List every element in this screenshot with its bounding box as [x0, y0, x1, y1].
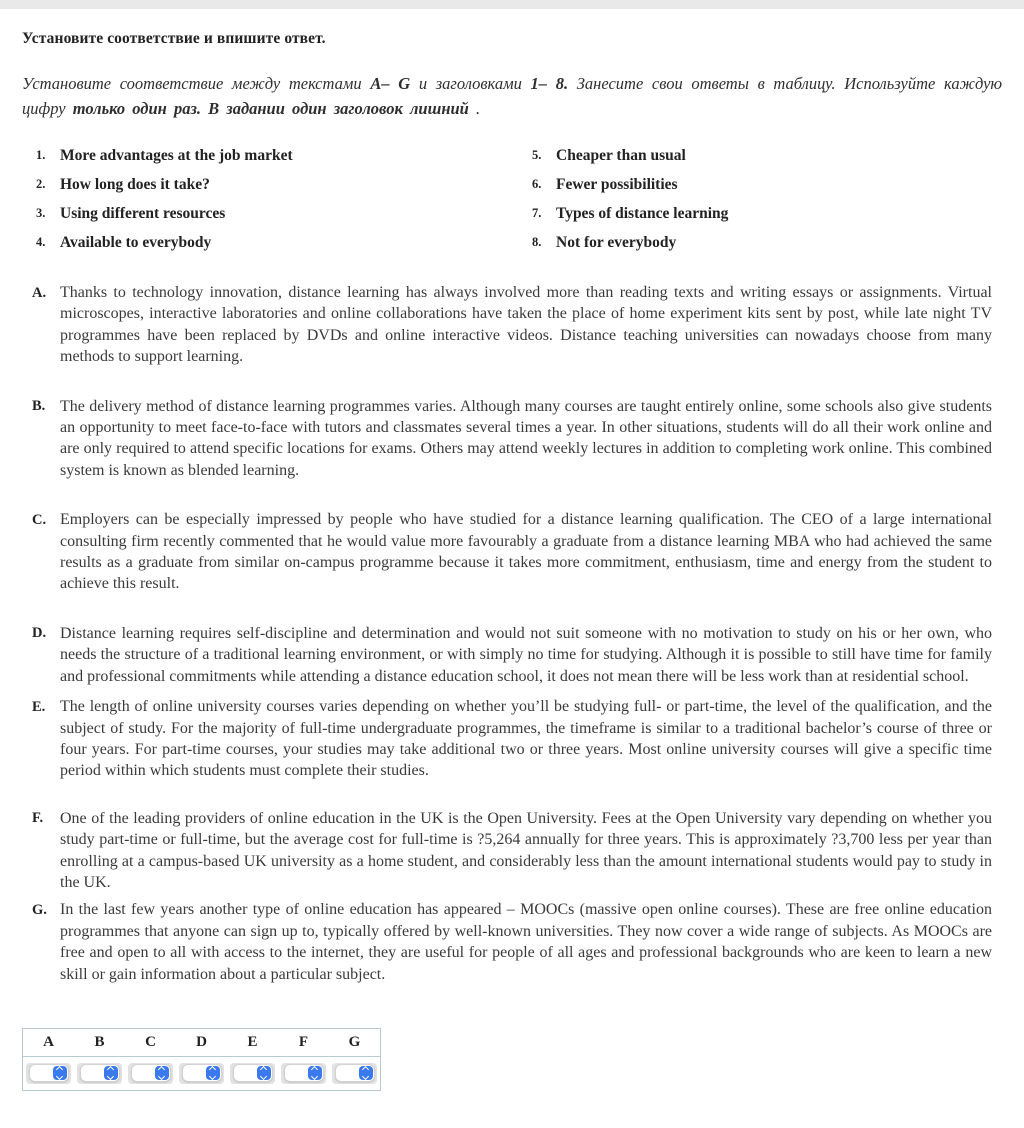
heading-number: 1. [36, 148, 46, 162]
paragraph-label: D. [32, 625, 47, 642]
paragraph-label: G. [32, 901, 47, 918]
answer-column-e: E [247, 1033, 258, 1050]
answer-select-g[interactable] [332, 1063, 377, 1084]
paragraph-text: Thanks to technology innovation, distance learning has always involved more than reading texts and writing essays or assignments. Virtual microscopes, interactive laboratories and online collaborations have taken the place of home experiment kits sent by post, while late night TV programmes have been replaced by DVDs and online interactive videos. Distance teaching universities can nowadays choose from many methods to support learning. [60, 284, 992, 366]
heading-number: 6. [532, 177, 542, 191]
paragraph-text: The length of online university courses varies depending on whether you’ll be studying full- or part-time, the level of the qualification, and the subject of study. For the majority of full-time undergraduate programmes, the timeframe is similar to a traditional bachelor’s course of three or four years. For part-time courses, your studies may take additional two or three years. Most online university courses will give a specific time period within which students must complete their studies. [60, 698, 992, 780]
answer-column-b: B [94, 1033, 105, 1050]
texts-section [22, 282, 1002, 985]
answer-select-d[interactable] [179, 1063, 224, 1084]
paragraph-b [32, 396, 992, 482]
instructions-text: и заголовками [410, 74, 531, 93]
heading-text: Using different resources [60, 205, 226, 222]
top-chrome-bar [0, 0, 1024, 9]
paragraph-f [32, 808, 992, 894]
paragraph-text: Employers can be especially impressed by people who have studied for a distance learning qualification. The CEO of a large international consulting firm recently commented that he would value more favourably a graduate from a distance learning MBA who had achieved the same results as a graduate from similar on-campus programme because it takes more commitment, enthusiasm, time and energy from the student to achieve this result. [60, 511, 992, 593]
heading-number: 2. [36, 177, 46, 191]
task-page [0, 30, 1024, 1091]
paragraph-text: Distance learning requires self-discipline and determination and would not suit someone with no motivation to study on his or her own, who needs the structure of a traditional learning environment, or with simply no time for studying. Although it is possible to still have time for family and professional commitments while attending a distance education school, it does not mean there will be less work than at residential school. [60, 624, 992, 685]
instructions-bold-texts-range: A– G [370, 74, 411, 93]
select-stepper-icon [104, 1066, 118, 1080]
answer-column-a: A [43, 1033, 54, 1050]
heading-option-3 [36, 205, 532, 234]
headings-list [36, 147, 1002, 263]
heading-number: 4. [36, 235, 46, 249]
answer-table-select-row [23, 1056, 381, 1090]
select-stepper-icon [257, 1066, 271, 1080]
paragraph-text: The delivery method of distance learning programmes varies. Although many courses are taught entirely online, some schools also give students an opportunity to meet face-to-face with tutors and classmates several times a year. In other situations, students will do all their work online and are only required to attend specific locations for exams. Others may attend weekly lectures in addition to completing work online. This combined system is known as blended learning. [60, 397, 992, 479]
answer-select-e[interactable] [230, 1063, 275, 1084]
heading-number: 8. [532, 235, 542, 249]
heading-number: 7. [532, 206, 542, 220]
paragraph-d [32, 623, 992, 687]
select-stepper-icon [53, 1066, 67, 1080]
paragraph-label: C. [32, 511, 47, 528]
paragraph-c [32, 509, 992, 595]
heading-text: Fewer possibilities [556, 176, 678, 193]
instructions-bold-headings-range: 1– 8. [530, 74, 569, 93]
answer-select-c[interactable] [128, 1063, 173, 1084]
paragraph-text: In the last few years another type of online education has appeared – MOOCs (massive open online courses). These are free online education programmes that anyone can sign up to, typically offered by well-known universities. They now cover a wide range of subjects. As MOOCs are free and open to all with access to the internet, they are useful for people of all ages and professional backgrounds who are keen to learn a new skill or gain information about a particular subject. [60, 901, 992, 983]
heading-option-5 [532, 147, 1002, 176]
answer-select-f[interactable] [281, 1063, 326, 1084]
heading-option-1 [36, 147, 532, 176]
paragraph-a [32, 282, 992, 368]
answer-column-g: G [348, 1033, 361, 1050]
heading-option-8 [532, 234, 1002, 263]
heading-option-2 [36, 176, 532, 205]
select-stepper-icon [308, 1066, 322, 1080]
paragraph-label: E. [32, 698, 46, 715]
instructions-text: Установите соответствие между текстами [22, 74, 371, 93]
paragraph-label: F. [32, 810, 44, 827]
select-stepper-icon [359, 1066, 373, 1080]
heading-option-7 [532, 205, 1002, 234]
heading-text: How long does it take? [60, 176, 210, 193]
select-stepper-icon [206, 1066, 220, 1080]
answer-select-a[interactable] [26, 1063, 71, 1084]
paragraph-label: A. [32, 284, 47, 301]
heading-text: Not for everybody [556, 234, 677, 251]
page-title: Установите соответствие и впишите ответ. [22, 30, 326, 47]
instructions-text: Занесите свои ответы в таблицу. Используйте каждую цифру [22, 74, 1003, 118]
heading-number: 3. [36, 206, 46, 220]
answer-table [22, 1028, 381, 1091]
instructions-bold-rule: только один раз. В задании один заголовок лишний [72, 99, 469, 118]
answer-column-d: D [196, 1033, 207, 1050]
heading-text: Available to everybody [60, 234, 212, 251]
heading-text: More advantages at the job market [60, 147, 293, 164]
instructions-text: . [468, 99, 481, 118]
paragraph-label: B. [32, 398, 46, 415]
heading-option-4 [36, 234, 532, 263]
heading-text: Types of distance learning [556, 205, 729, 222]
answer-column-f: F [298, 1033, 309, 1050]
heading-number: 5. [532, 148, 542, 162]
answer-select-b[interactable] [77, 1063, 122, 1084]
heading-option-6 [532, 176, 1002, 205]
heading-text: Cheaper than usual [556, 147, 686, 164]
answer-table-header-row [23, 1028, 381, 1056]
paragraph-e [32, 696, 992, 782]
paragraph-text: One of the leading providers of online education in the UK is the Open University. Fees at the Open University vary depending on whether you study part-time or full-time, but the average cost for full-time is ?5,264 annually for three years. This is approximately ?3,700 less per year than enrolling at a campus-based UK university as a home student, and considerably less than the amount international students would pay to study in the UK. [60, 809, 992, 891]
select-stepper-icon [155, 1066, 169, 1080]
paragraph-g [32, 899, 992, 985]
task-instructions [22, 71, 1002, 121]
answer-column-c: C [145, 1033, 156, 1050]
